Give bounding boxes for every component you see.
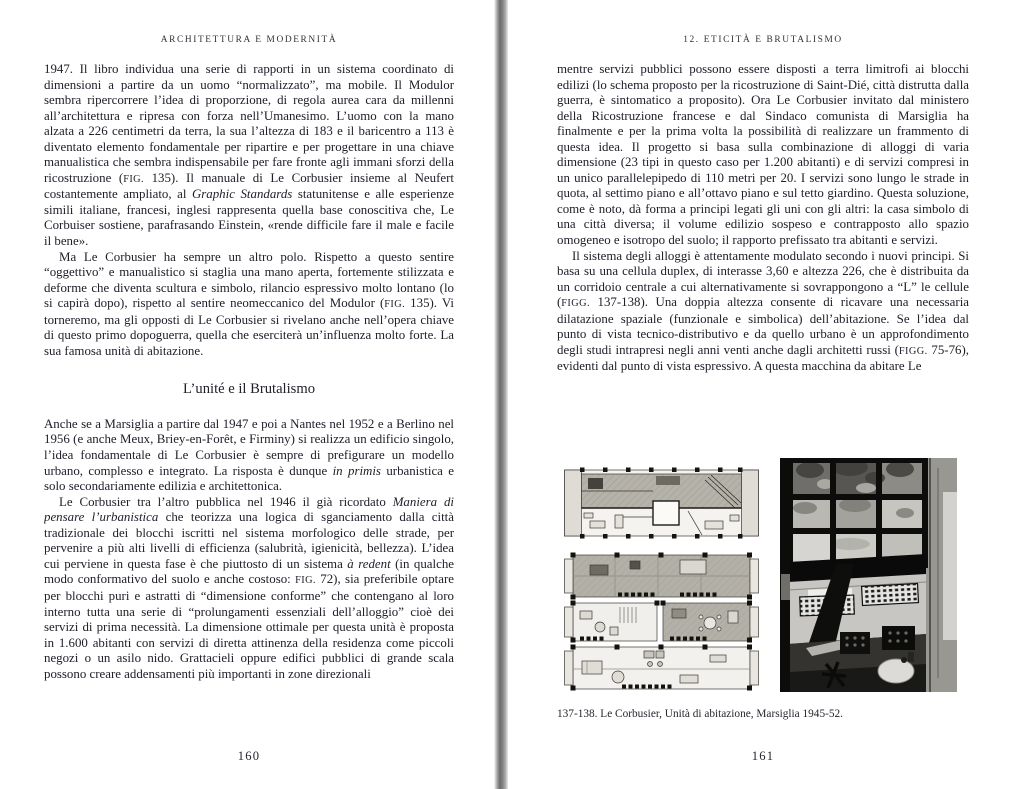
paragraph: Ma Le Corbusier ha sempre un altro polo. Rispetto a questo sentire “oggettivo” e manualistico si staglia una mano aperta, fortemente stilizzata e deforme che diventa scultura e simbolo, rilancio espressivo molto lontano (lo si capirà dopo), rispetto al sentire neomeccanico del Modulor (FIG. 135). Vi torneremo, ma gli opposti di Le Corbusier si rivelano anche nell’opera chiave di questo primo dopoguerra, quella che eserciterà un’influenza molto forte. La sua famosa unità di abitazione. [44,249,454,358]
window-glazing [792,458,922,562]
paragraph: 1947. Il libro individua una serie di rapporti in un sistema coordinato di dimensioni a partire da un uomo “normalizzato”, ma mobile. Il Modulor sembra ripercorrere l’idea di proporzione, di regola aurea cara da millenni all’architettura e ripresa con forza nell’Umanesimo. L’uomo con la mano alzata a 226 centimetri da terra, la sua l’altezza di 183 e il baricentro a 113 è diventato elemento fondamentale per ripartire e per progettare in una chiave manualistica che sembra indispensabile per fare fronte agli immani sforzi della ricostruzione (FIG. 135). Il manuale di Le Corbusier insieme al Neufert costantemente ampliato, al Graphic Standards statunitense e alle esperienze simili italiane, francesi, inglesi rappresenta quella base conoscitiva che, Le Corbuiser sostiene, parafrasando Einstein, «rende difficile fare il male e facile il bene». [44,62,454,249]
stool-left [840,632,870,654]
paragraph: Il sistema degli alloggi è attentamente modulato secondo i nuovi principi. Si basa su una cellula duplex, di interasse 3,60 e altezza 226, che è distribuita da un corridoio centrale a cui alternativamente si sovrappongono a “L” le cellule (FIGG. 137-138). Una doppia altezza consente di ricavare una necessaria dilatazione spaziale (funzionale e simbolica) dell’abitazione. Se l’idea dal punto di vista tecnico-distributivo e da quello urbano è un approfondimento degli studi intrapresi negli anni venti anche dagli architetti russi (FIGG. 75-76), evidenti dal punto di vista espressivo. A questa macchina da abitare Le [557,248,969,374]
page-number-left: 160 [237,749,261,763]
section-drawing [565,470,759,536]
plan-upper [565,553,759,600]
body-text-left [44,62,454,722]
page-right [508,0,1009,789]
paragraph: mentre servizi pubblici possono essere disposti a terra limitrofi ai blocchi edilizi (lo schema proposto per la ricostruzione di Saint-Dié, città distrutta dalla guerra, è sintomatico a proposito). Ora Le Corbusier invitato dal ministero della Ricostruzione francese e dal Sindaco comunista di Marsiglia ha finalmente e per la prima volta la possibilità di realizzare un frammento di questa idea. Il progetto si basa sulla combinazione di alloggi di varia dimensione (23 tipi in questo caso per 1.200 abitanti) e di servizi compresi in un unico parallelepipedo di 110 metri per 20. I servizi sono lungo le strade in quota, al settimo piano e all’ottavo piano e sul tetto giardino. Questa soluzione, come è noto, dà forma a principi legati gli uni con gli altri: la casa simbolo di una città diversa; il volume edilizio sospeso e contrapposto allo spazio omogeneo e isotropo del suolo; il rapporto prefissato tra abitanti e servizi. [557,62,969,248]
running-head-right: 12. ETICITÀ E BRUTALISMO [683,35,843,45]
stool-right [882,626,915,650]
paragraph: Anche se a Marsiglia a partire dal 1947 e poi a Nantes nel 1952 e a Berlino nel 1956 (e anche Meux, Briey-en-Forêt, e Firminy) si realizza un edificio singolo, l’idea fondamentale di Le Corbusier è sempre di prefigurare un modello urbano, complesso e integrato. La risposta è dunque in primis urbanistica e solo secondariamente edilizia e architettonica. [44,416,454,494]
parapet-grille-right [862,584,919,606]
figure-caption: 137-138. Le Corbusier, Unità di abitazione, Marsiglia 1945-52. [557,708,843,720]
book-gutter [494,0,508,789]
page-left [0,0,494,789]
section-heading: L’unité e il Brutalismo [182,381,315,398]
body-text-right [557,62,969,447]
plan-middle [565,601,759,643]
paragraph: Le Corbusier tra l’altro pubblica nel 1946 il già ricordato Maniera di pensare l’urbanistica che teorizza una logica di sganciamento dalla città tradizionale dei blocchi iscritti nel sistema morfologico delle strade, per pervenire a più alti livelli di efficienza (salubrità, igienicità, bellezza). L’idea cui perviene in questa fase è che piuttosto di un sistema à redent (in qualche modo conformativo del suolo e anche costoso: FIG. 72), sia preferibile optare per blocchi puri e astratti di “dimensione conforme” che contengano al loro interno tutta una serie di “prolungamenti essenziali dell’alloggio” cioè dei servizi di prima necessità. La dimensione ottimale per questa unità è proposta in 1.600 abitanti con servizi di diretta attinenza della residenza come piccoli negozi o un asilo nido. Grattacieli oppure edifici pubblici di grande scala possono creare addensamenti più importanti in zone direzionali [44,494,454,681]
floor-plans-figure [560,465,763,691]
plan-lower [565,645,759,691]
page-number-right: 161 [751,749,775,763]
running-head-left: ARCHITETTURA E MODERNITÀ [160,35,338,45]
figures-row [557,457,969,697]
interior-photo-figure [780,458,957,692]
